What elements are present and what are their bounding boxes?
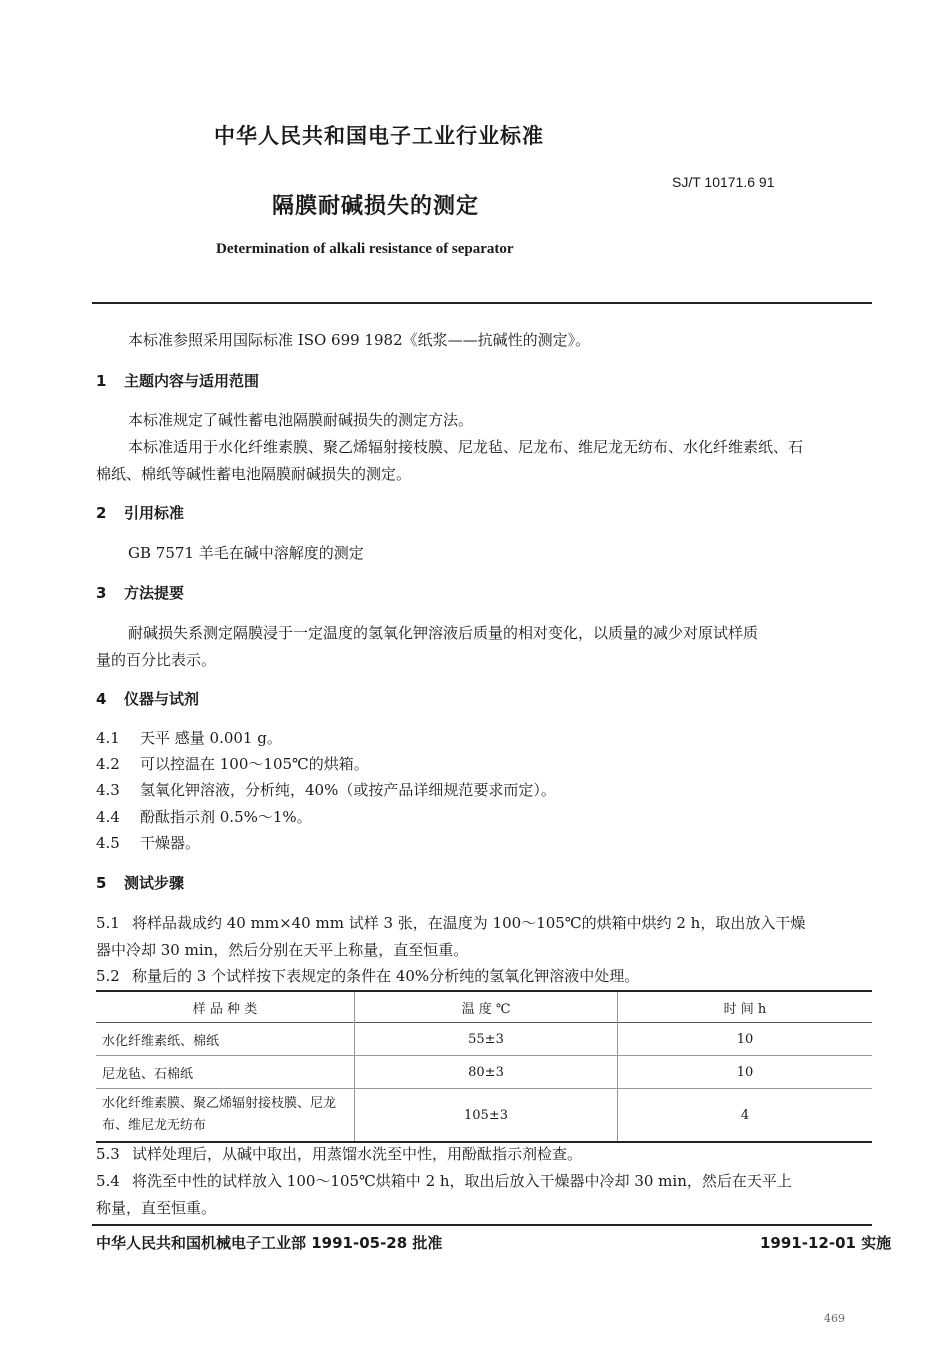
doc-number: SJ/T 10171.6 91 (672, 174, 775, 190)
list-item (96, 753, 369, 774)
footer-rule (92, 1224, 872, 1226)
section-1-para-1: 本标准规定了碱性蓄电池隔膜耐碱损失的测定方法。 (128, 411, 474, 429)
section-2-heading (96, 502, 184, 523)
item-number: 5.4 (96, 1172, 120, 1190)
list-item (96, 779, 556, 800)
doc-title-cn: 隔膜耐碱损失的测定 (272, 194, 480, 219)
header-sample-type: 样 品 种 类 (96, 991, 355, 1023)
section-3-heading (96, 582, 184, 603)
section-1-para-2-line-1: 本标准适用于水化纤维素膜、聚乙烯辐射接枝膜、尼龙毡、尼龙布、维尼龙无纺布、水化纤维素纸、石 (128, 438, 804, 456)
cell-sample: 水化纤维素纸、棉纸 (96, 1023, 355, 1056)
table-header-row (96, 991, 872, 1023)
section-number: 5 (96, 874, 107, 892)
page-number: 469 (824, 1312, 845, 1325)
referenced-standard: GB 7571 羊毛在碱中溶解度的测定 (128, 544, 364, 562)
item-number: 4.2 (96, 755, 120, 773)
cell-time: 10 (736, 1031, 754, 1047)
step-5-3 (96, 1143, 582, 1164)
section-1-heading (96, 370, 259, 391)
section-title: 引用标准 (124, 504, 185, 522)
item-number: 5.2 (96, 967, 120, 985)
section-number: 3 (96, 584, 107, 602)
item-number: 4.3 (96, 781, 120, 799)
section-5-heading (96, 872, 184, 893)
doc-title-en: Determination of alkali resistance of separator (216, 241, 514, 257)
approval-line: 中华人民共和国机械电子工业部 1991-05-28 批准 (96, 1234, 443, 1252)
header-time: 时 间 h (723, 1001, 767, 1017)
cell-sample: 尼龙毡、石棉纸 (96, 1056, 355, 1089)
list-item (96, 832, 200, 853)
cell-temp: 80±3 (355, 1056, 618, 1089)
section-number: 2 (96, 504, 107, 522)
section-3-line-2: 量的百分比表示。 (96, 651, 217, 669)
step-5-4-line-1 (96, 1170, 792, 1191)
section-title: 主题内容与适用范围 (124, 372, 260, 390)
table-row (96, 1023, 872, 1056)
cell-time: 4 (740, 1107, 750, 1123)
item-text: 称量后的 3 个试样按下表规定的条件在 40%分析纯的氢氧化钾溶液中处理。 (132, 967, 640, 985)
item-text: 天平 感量 0.001 g。 (140, 729, 282, 747)
item-text: 可以控温在 100～105℃的烘箱。 (140, 755, 369, 773)
cell-temp: 55±3 (355, 1023, 618, 1056)
table-row (96, 1089, 872, 1143)
section-title: 测试步骤 (124, 874, 185, 892)
step-5-2 (96, 965, 639, 986)
item-text: 将洗至中性的试样放入 100～105℃烘箱中 2 h，取出后放入干燥器中冷却 30 min，然后在天平上 (132, 1172, 792, 1190)
cell-time: 10 (736, 1064, 754, 1080)
header-rule (92, 302, 872, 304)
treatment-conditions-table (96, 990, 872, 1143)
header-temperature: 温 度 ℃ (355, 991, 618, 1023)
step-5-1-line-1 (96, 912, 805, 933)
list-item (96, 727, 282, 748)
item-number: 4.1 (96, 729, 120, 747)
item-number: 4.4 (96, 808, 120, 826)
section-number: 1 (96, 372, 107, 390)
item-text: 试样处理后，从碱中取出，用蒸馏水洗至中性，用酚酞指示剂检查。 (132, 1145, 583, 1163)
table-row (96, 1056, 872, 1089)
item-text: 干燥器。 (140, 834, 201, 852)
intro-text: 本标准参照采用国际标准 ISO 699 1982《纸浆——抗碱性的测定》。 (128, 331, 591, 349)
item-text: 酚酞指示剂 0.5%～1%。 (140, 808, 312, 826)
section-title: 方法提要 (124, 584, 185, 602)
effective-date: 1991-12-01 实施 (760, 1234, 892, 1252)
section-3-line-1: 耐碱损失系测定隔膜浸于一定温度的氢氧化钾溶液后质量的相对变化，以质量的减少对原试样质 (128, 624, 759, 642)
list-item (96, 806, 312, 827)
step-5-4-line-2: 称量，直至恒重。 (96, 1199, 217, 1217)
item-text: 将样品裁成约 40 mm×40 mm 试样 3 张，在温度为 100～105℃的烘箱中烘约 2 h，取出放入干燥 (132, 914, 806, 932)
item-number: 5.3 (96, 1145, 120, 1163)
item-text: 氢氧化钾溶液，分析纯，40%（或按产品详细规范要求而定）。 (140, 781, 556, 799)
item-number: 4.5 (96, 834, 120, 852)
step-5-1-line-2: 器中冷却 30 min，然后分别在天平上称量，直至恒重。 (96, 941, 469, 959)
section-4-heading (96, 688, 199, 709)
section-number: 4 (96, 690, 107, 708)
section-1-para-2-line-2: 棉纸、棉纸等碱性蓄电池隔膜耐碱损失的测定。 (96, 465, 412, 483)
section-title: 仪器与试剂 (124, 690, 200, 708)
cell-temp: 105±3 (355, 1089, 618, 1143)
item-number: 5.1 (96, 914, 120, 932)
org-title: 中华人民共和国电子工业行业标准 (214, 124, 544, 148)
cell-sample: 水化纤维素膜、聚乙烯辐射接枝膜、尼龙布、维尼龙无纺布 (96, 1089, 355, 1143)
